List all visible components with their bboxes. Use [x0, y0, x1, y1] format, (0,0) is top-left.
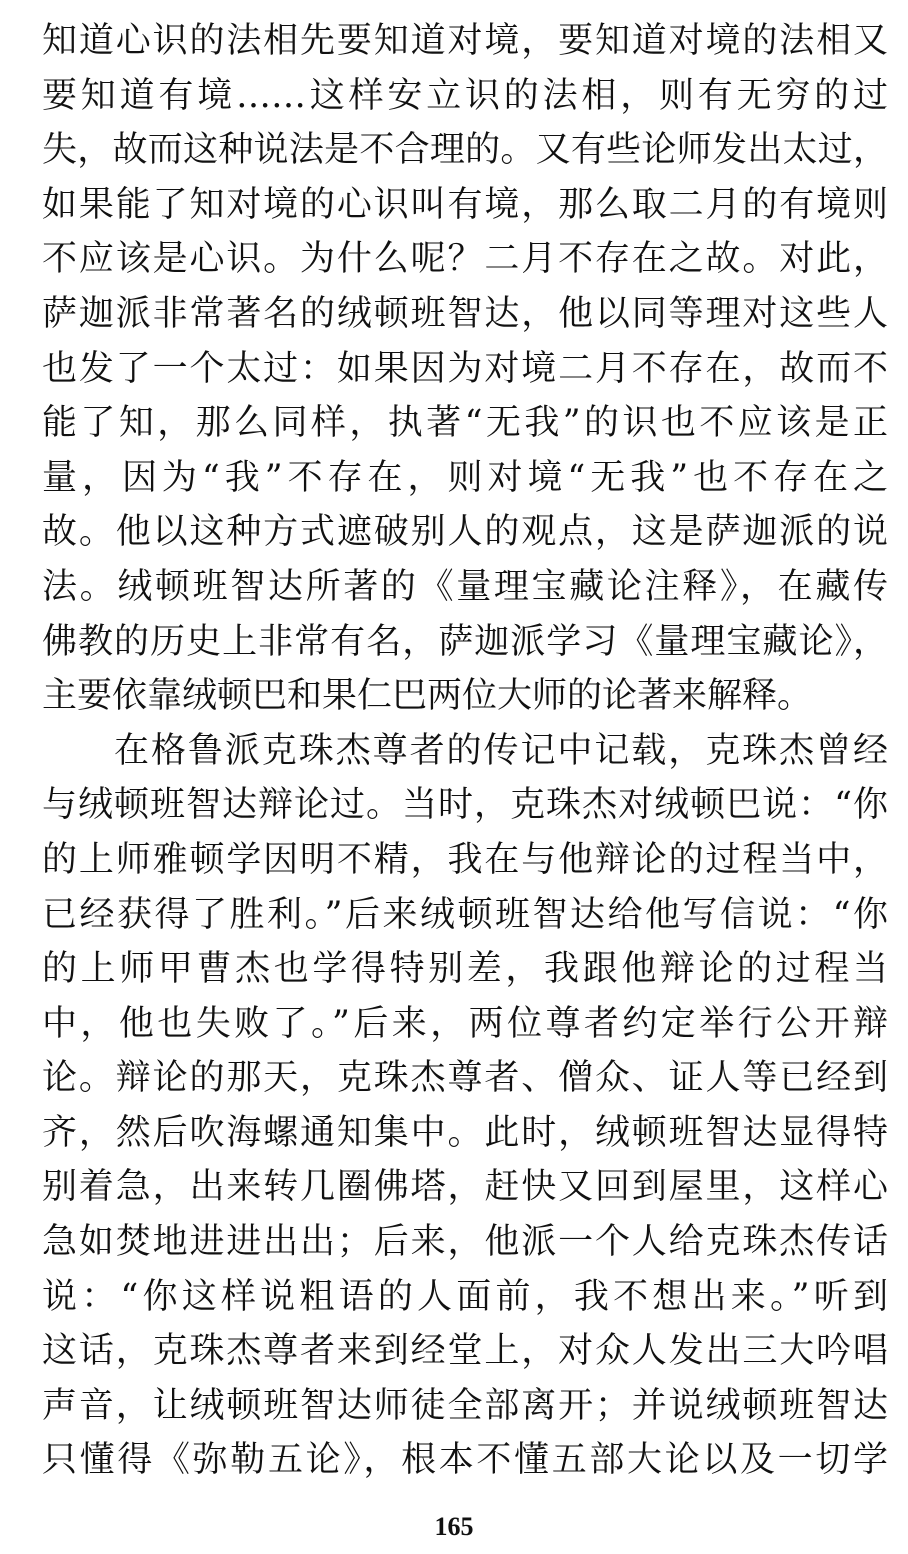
text-line: 知道心识的法相先要知道对境，要知道对境的法相又: [42, 21, 888, 61]
body-text: [42, 14, 888, 1488]
page-number: 165: [434, 1512, 474, 1541]
text-line: 法。绒顿班智达所著的《量理宝藏论注释》，在藏传: [42, 566, 888, 607]
text-line: 的上师甲曹杰也学得特别差，我跟他辩论的过程当: [42, 949, 888, 990]
text-line: 量，因为“我”不存在，则对境“无我”也不存在之: [42, 457, 888, 498]
text-line: 不应该是心识。为什么呢？二月不存在之故。对此，: [42, 239, 888, 280]
text-line: 声音，让绒顿班智达师徒全部离开；并说绒顿班智达: [42, 1385, 888, 1426]
text-line: 已经获得了胜利。”后来绒顿班智达给他写信说：“你: [42, 894, 888, 935]
text-line: 与绒顿班智达辩论过。当时，克珠杰对绒顿巴说：“你: [42, 785, 888, 826]
text-line: 这话，克珠杰尊者来到经堂上，对众人发出三大吟唱: [42, 1331, 888, 1372]
text-line: 能了知，那么同样，执著“无我”的识也不应该是正: [42, 403, 888, 444]
text-line: 说：“你这样说粗语的人面前，我不想出来。”听到: [42, 1276, 888, 1317]
text-line: 只懂得《弥勒五论》，根本不懂五部大论以及一切学: [42, 1440, 888, 1481]
text-line: 别着急，出来转几圈佛塔，赶快又回到屋里，这样心: [42, 1167, 888, 1208]
text-line: 失，故而这种说法是不合理的。又有些论师发出太过，: [42, 130, 888, 171]
text-line: 要知道有境……这样安立识的法相，则有无穷的过: [42, 75, 888, 116]
text-line: 论。辩论的那天，克珠杰尊者、僧众、证人等已经到: [42, 1058, 888, 1099]
text-line: 的上师雅顿学因明不精，我在与他辩论的过程当中，: [42, 839, 888, 880]
text-line: 急如焚地进进出出；后来，他派一个人给克珠杰传话: [42, 1222, 888, 1263]
paragraph-start-line: 在格鲁派克珠杰尊者的传记中记载，克珠杰曾经: [114, 730, 888, 771]
paragraph-end-line: 主要依靠绒顿巴和果仁巴两位大师的论著来解释。: [42, 676, 813, 717]
text-line: 如果能了知对境的心识叫有境，那么取二月的有境则: [42, 184, 888, 225]
text-line: 萨迦派非常著名的绒顿班智达，他以同等理对这些人: [42, 293, 888, 334]
text-line: 齐，然后吹海螺通知集中。此时，绒顿班智达显得特: [42, 1112, 888, 1153]
text-line: 故。他以这种方式遮破别人的观点，这是萨迦派的说: [42, 512, 888, 553]
text-line: 中，他也失败了。”后来，两位尊者约定举行公开辩: [42, 1003, 888, 1044]
text-line: 佛教的历史上非常有名，萨迦派学习《量理宝藏论》，: [42, 621, 888, 662]
text-line: 也发了一个太过：如果因为对境二月不存在，故而不: [42, 348, 888, 389]
